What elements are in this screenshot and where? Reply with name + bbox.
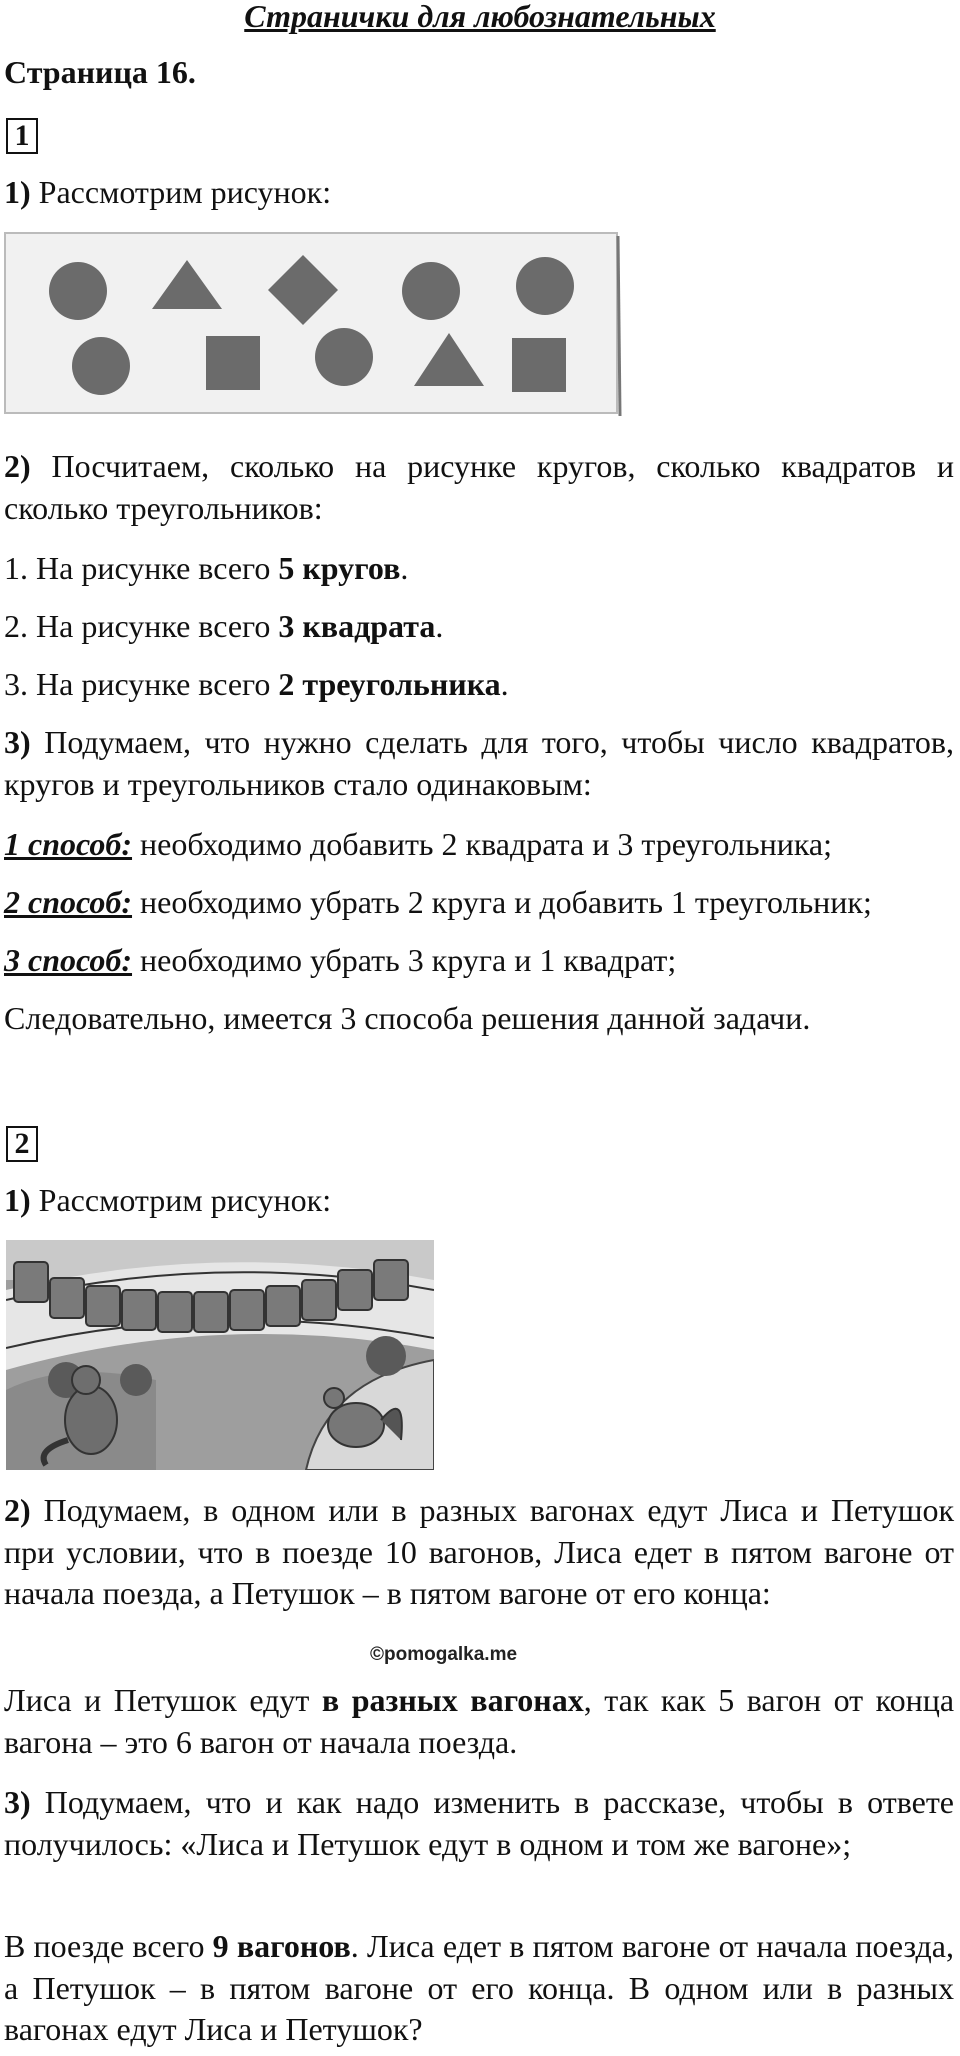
task-2-answer xyxy=(4,1680,954,1763)
task-1-conclusion: Следовательно, имеется 3 способа решения данной задачи. xyxy=(4,1000,811,1036)
bush xyxy=(366,1336,406,1376)
step-number: 3) xyxy=(4,1784,31,1820)
circle-shape xyxy=(49,262,107,320)
train-car xyxy=(122,1290,156,1330)
task-1-step-2 xyxy=(4,446,954,529)
watermark: ©pomogalka.me xyxy=(370,1644,518,1665)
count-item xyxy=(4,664,954,706)
page-title: Странички для любознательных xyxy=(244,0,716,34)
task-2-number: 2 xyxy=(6,1126,38,1162)
step-text: Рассмотрим рисунок: xyxy=(30,174,332,210)
way-text: необходимо убрать 3 круга и 1 квадрат; xyxy=(132,942,677,978)
way-label: 3 способ: xyxy=(4,942,133,978)
step-text: Подумаем, что и как надо изменить в рассказе, чтобы в ответе получилось: «Лиса и Петушок едут в одном и том же вагоне»; xyxy=(4,1784,954,1862)
way-text: необходимо добавить 2 квадрата и 3 треугольника; xyxy=(132,826,832,862)
circle-shape xyxy=(516,257,574,315)
step-text: Подумаем, что нужно сделать для того, чтобы число квадратов, кругов и треугольников стало одинаковым: xyxy=(4,724,954,802)
count-item xyxy=(4,548,954,590)
circle-shape xyxy=(315,328,373,386)
way-text: необходимо убрать 2 круга и добавить 1 треугольник; xyxy=(132,884,872,920)
rooster-head xyxy=(324,1388,344,1408)
count-value: 2 треугольника xyxy=(278,666,501,702)
step-number: 1) xyxy=(4,1182,31,1218)
count-suffix: . xyxy=(435,608,444,644)
count-suffix: . xyxy=(500,666,509,702)
train-car xyxy=(374,1260,408,1300)
count-value: 3 квадрата xyxy=(278,608,436,644)
count-prefix: 3. На рисунке всего xyxy=(4,666,279,702)
train-illustration xyxy=(6,1240,434,1470)
step-text: Рассмотрим рисунок: xyxy=(30,1182,332,1218)
task-1-step-1 xyxy=(4,172,954,214)
train-car xyxy=(338,1270,372,1310)
square-shape xyxy=(206,336,260,390)
count-item xyxy=(4,606,954,648)
train-car xyxy=(194,1292,228,1332)
square-shape xyxy=(512,338,566,392)
step-number: 2) xyxy=(4,1492,31,1528)
task-1-step-3 xyxy=(4,722,954,805)
fox-head xyxy=(72,1366,100,1394)
page-label: Страница 16. xyxy=(4,54,196,90)
rooster-body xyxy=(328,1403,384,1447)
shapes-figure xyxy=(4,232,626,420)
answer-suffix: , так как 5 вагон от конца вагона – это 6 вагон от начала поезда. xyxy=(4,1682,955,1760)
step-text: Подумаем, в одном или в разных вагонах едут Лиса и Петушок при условии, что в поезде 10 вагонов, Лиса едет в пятом вагоне от начала поезда, а Петушок – в пятом вагоне от его конца: xyxy=(4,1492,954,1612)
train-car xyxy=(266,1286,300,1326)
count-prefix: 2. На рисунке всего xyxy=(4,608,279,644)
way-item xyxy=(4,824,954,866)
train-car xyxy=(302,1280,336,1320)
train-car xyxy=(86,1286,120,1326)
task-2-step-2 xyxy=(4,1490,954,1615)
circle-shape xyxy=(72,337,130,395)
train-car xyxy=(50,1278,84,1318)
task-2-step-1 xyxy=(4,1180,954,1222)
train-car xyxy=(14,1262,48,1302)
final-prefix: В поезде всего xyxy=(4,1928,213,1964)
way-label: 2 способ: xyxy=(4,884,133,920)
task-2-step-3 xyxy=(4,1782,954,1865)
count-prefix: 1. На рисунке всего xyxy=(4,550,279,586)
figure-edge xyxy=(618,236,620,416)
bush xyxy=(120,1364,152,1396)
count-value: 5 кругов xyxy=(278,550,401,586)
way-item xyxy=(4,882,954,924)
circle-shape xyxy=(402,262,460,320)
way-item xyxy=(4,940,954,982)
step-number: 2) xyxy=(4,448,31,484)
final-suffix: . Лиса едет в пятом вагоне от начала поезда, а Петушок – в пятом вагоне от его конца. В одном или в разных вагонах едут Лиса и Петушок? xyxy=(4,1928,955,2048)
step-number: 3) xyxy=(4,724,31,760)
train-car xyxy=(230,1290,264,1330)
answer-bold: в разных вагонах xyxy=(321,1682,584,1718)
task-2-final xyxy=(4,1926,954,2051)
train-car xyxy=(158,1292,192,1332)
fox-body xyxy=(65,1386,117,1454)
answer-prefix: Лиса и Петушок едут xyxy=(4,1682,322,1718)
way-label: 1 способ: xyxy=(4,826,133,862)
step-number: 1) xyxy=(4,174,31,210)
count-suffix: . xyxy=(400,550,409,586)
final-bold: 9 вагонов xyxy=(212,1928,351,1964)
task-1-number: 1 xyxy=(6,118,38,154)
step-text: Посчитаем, сколько на рисунке кругов, сколько квадратов и сколько треугольников: xyxy=(4,448,954,526)
